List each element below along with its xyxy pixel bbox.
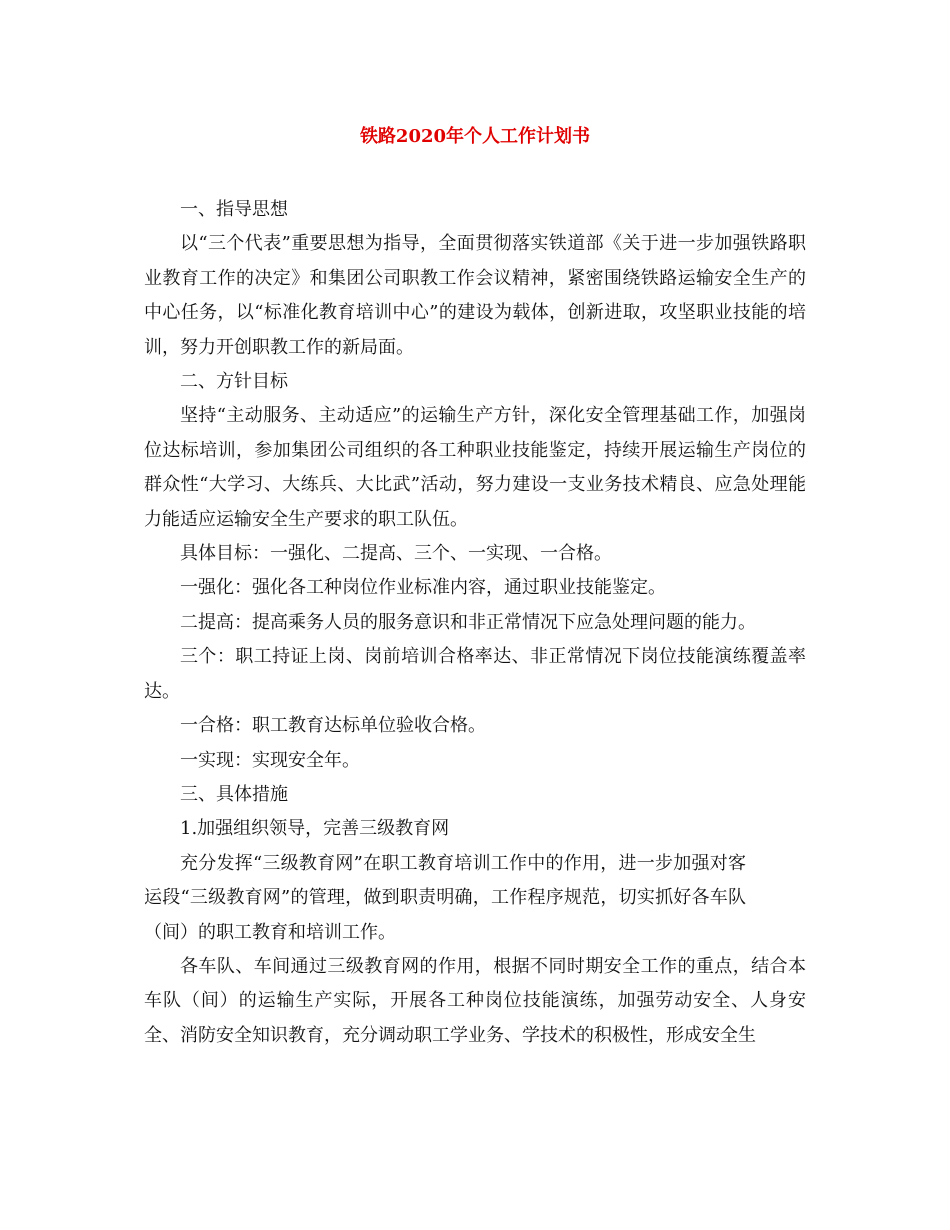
document-body bbox=[144, 193, 806, 1053]
subheading-measure-1: 1.加强组织领导，完善三级教育网 bbox=[180, 818, 450, 840]
paragraph-specific-goals: 具体目标：一强化、二提高、三个、一实现、一合格。 bbox=[180, 543, 612, 565]
paragraph-goal-qualified: 一合格：职工教育达标单位验收合格。 bbox=[180, 715, 486, 737]
paragraph-guiding-ideology: 以“三个代表”重要思想为指导，全面贯彻落实铁道部《关于进一步加强铁路职业教育工作的决定》和集团公司职教工作会议精神，紧密围绕铁路运输安全生产的中心任务，以“标准化教育培训中心”的建设为载体，创新进取，攻坚职业技能的培训，努力开创职教工作的新局面。 bbox=[144, 233, 806, 358]
paragraph-goal-three: 三个：职工持证上岗、岗前培训合格率达、非正常情况下岗位技能演练覆盖率达。 bbox=[144, 646, 806, 702]
paragraph-goal-strengthen: 一强化：强化各工种岗位作业标准内容，通过职业技能鉴定。 bbox=[180, 577, 666, 599]
paragraph-goal-improve: 二提高：提高乘务人员的服务意识和非正常情况下应急处理问题的能力。 bbox=[180, 611, 756, 633]
paragraph-measure-1a: 充分发挥“三级教育网”在职工教育培训工作中的作用，进一步加强对客运段“三级教育网”的管理，做到职责明确，工作程序规范，切实抓好各车队（间）的职工教育和培训工作。 bbox=[144, 852, 746, 943]
paragraph-measure-1b: 各车队、车间通过三级教育网的作用，根据不同时期安全工作的重点，结合本车队（间）的运输生产实际，开展各工种岗位技能演练，加强劳动安全、人身安全、消防安全知识教育，充分调动职工学业务、学技术的积极性，形成安全生 bbox=[144, 955, 806, 1046]
section-heading-guiding-ideology: 一、指导思想 bbox=[180, 199, 288, 220]
section-heading-measures: 三、具体措施 bbox=[180, 783, 288, 805]
section-heading-policy-goals: 二、方针目标 bbox=[180, 371, 288, 393]
paragraph-policy-goals: 坚持“主动服务、主动适应”的运输生产方针，深化安全管理基础工作，加强岗位达标培训，参加集团公司组织的各工种职业技能鉴定，持续开展运输生产岗位的群众性“大学习、大练兵、大比武”活动，努力建设一支业务技术精良、应急处理能力能适应运输安全生产要求的职工队伍。 bbox=[144, 405, 806, 530]
paragraph-goal-achieve: 一实现：实现安全年。 bbox=[180, 749, 360, 771]
document-title: 铁路2020年个人工作计划书 bbox=[359, 126, 591, 147]
